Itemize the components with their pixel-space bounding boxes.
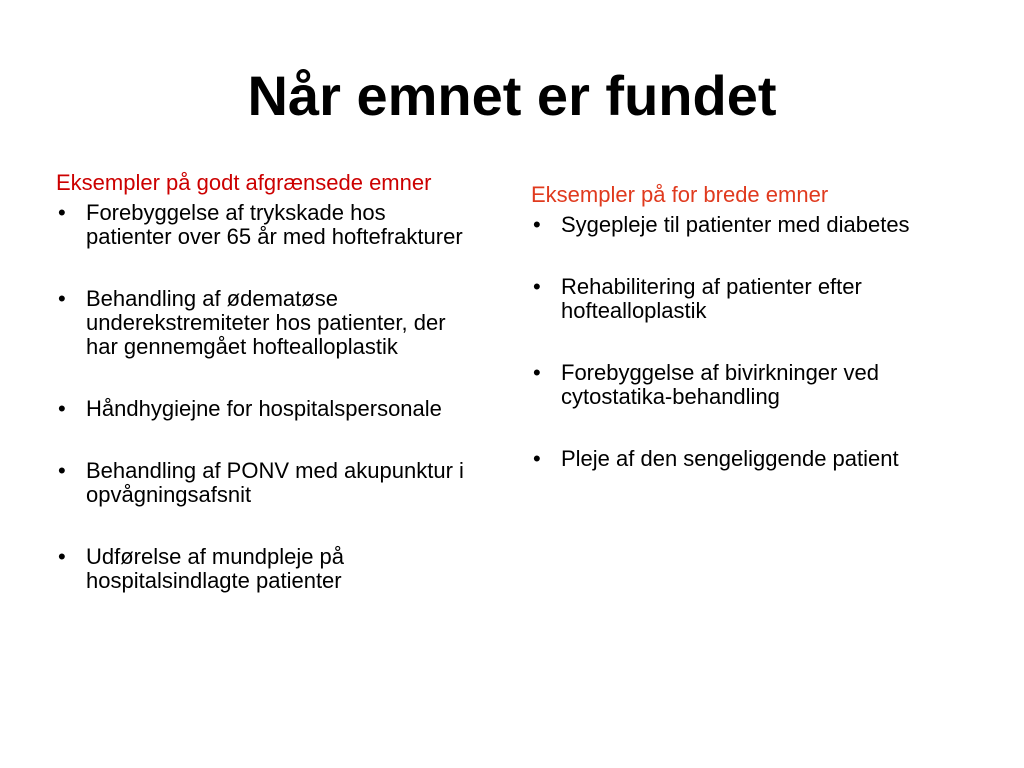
list-item-text: Behandling af ødematøse underekstremiteter hos patienter, der har gennemgået hoftealloplastik — [86, 286, 446, 359]
list-item — [56, 201, 476, 249]
list-item-text: Håndhygiejne for hospitalspersonale — [86, 396, 442, 421]
slide-title: Når emnet er fundet — [247, 64, 777, 127]
bullet-icon: • — [533, 212, 541, 237]
list-item-text: Udførelse af mundpleje på hospitalsindlagte patienter — [86, 544, 345, 593]
right-column-heading: Eksempler på for brede emner — [531, 182, 829, 207]
list-item-text: Pleje af den sengeliggende patient — [561, 446, 899, 471]
list-item-text: Sygepleje til patienter med diabetes — [561, 212, 910, 237]
bullet-icon: • — [533, 446, 541, 471]
list-item — [531, 361, 971, 409]
list-item — [56, 459, 476, 507]
left-bullet-list — [56, 201, 476, 593]
bullet-icon: • — [58, 200, 66, 225]
left-column — [56, 171, 476, 593]
bullet-icon: • — [58, 286, 66, 311]
list-item — [531, 213, 971, 237]
list-item — [531, 447, 971, 471]
list-item-text: Forebyggelse af trykskade hos patienter over 65 år med hoftefrakturer — [86, 200, 463, 249]
list-item — [531, 275, 971, 323]
bullet-icon: • — [58, 544, 66, 569]
right-bullet-list — [531, 213, 971, 471]
right-column — [531, 183, 971, 471]
bullet-icon: • — [58, 396, 66, 421]
list-item — [56, 397, 476, 421]
list-item-text: Behandling af PONV med akupunktur i opvågningsafsnit — [86, 458, 464, 507]
bullet-icon: • — [533, 360, 541, 385]
list-item-text: Rehabilitering af patienter efter hoftealloplastik — [561, 274, 862, 323]
list-item-text: Forebyggelse af bivirkninger ved cytostatika-behandling — [561, 360, 879, 409]
bullet-icon: • — [533, 274, 541, 299]
bullet-icon: • — [58, 458, 66, 483]
list-item — [56, 545, 476, 593]
left-column-heading: Eksempler på godt afgrænsede emner — [56, 170, 432, 195]
list-item — [56, 287, 476, 359]
